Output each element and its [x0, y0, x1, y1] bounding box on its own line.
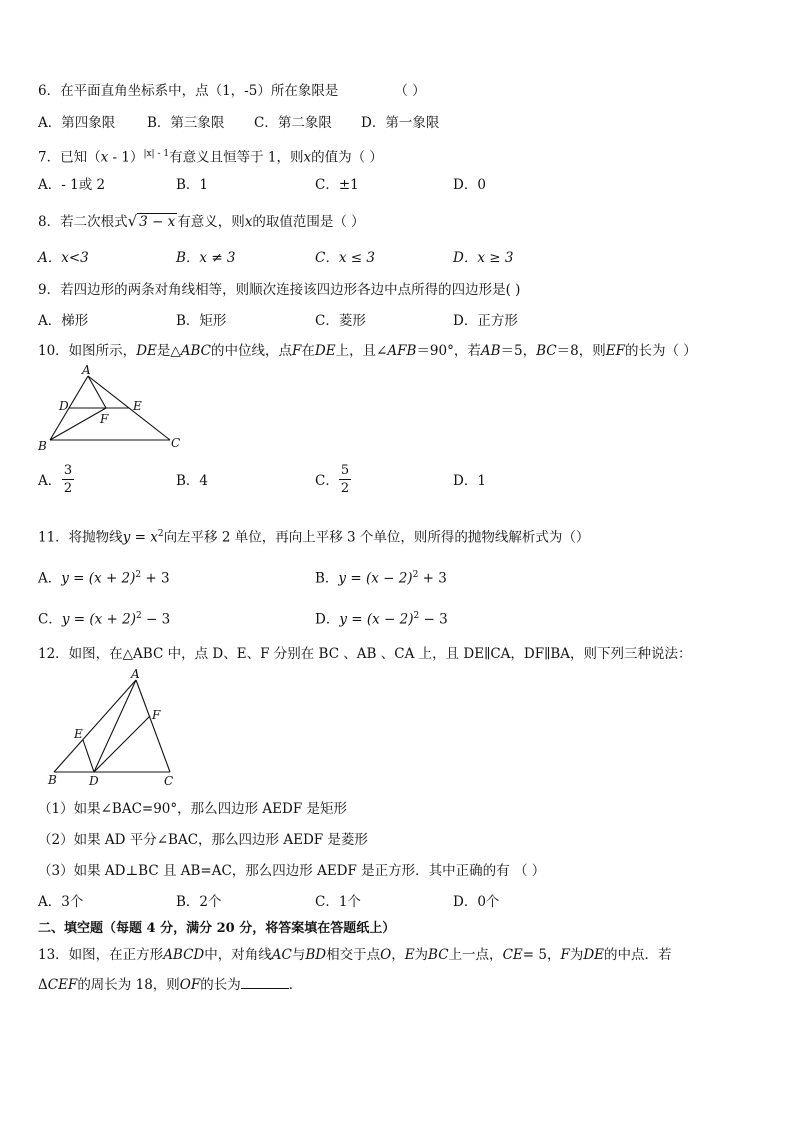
- q8-stem: 8．若二次根式√ 3 − x 有意义，则x的取值范围是（ ）: [38, 212, 365, 230]
- q10-option-a-label: A．: [38, 473, 62, 489]
- q13-line-2: ΔCEF的周长为 18，则OF的长为 ．: [38, 977, 303, 993]
- q10-label-e: E: [133, 399, 142, 413]
- q8-option-d: D．x ≥ 3: [453, 250, 514, 266]
- q7-option-d: D．0: [453, 177, 486, 193]
- q12-statement-1: （1）如果∠BAC=90°，那么四边形 AEDF 是矩形: [38, 801, 348, 817]
- q13-answer-blank[interactable]: [241, 976, 289, 989]
- q12-segment-ab: [54, 680, 136, 772]
- q9-stem: 9．若四边形的两条对角线相等，则顺次连接该四边形各边中点所得的四边形是( ): [38, 282, 521, 298]
- q6-option-b: B．第三象限: [147, 115, 225, 131]
- q9-option-c: C．菱形: [315, 313, 366, 329]
- q12-option-d: D．0个: [453, 894, 500, 910]
- q12-option-a: A．3个: [38, 894, 84, 910]
- q12-label-e: E: [74, 727, 83, 741]
- q10-option-b: B．4: [176, 473, 209, 489]
- q9-option-a: A．梯形: [38, 313, 89, 329]
- q11-stem: 11．将抛物线$y = x^2$向左平移 2 单位，再向上平移 3 个单位，则所得的抛物线解析式为（）: [38, 529, 590, 546]
- q8-option-b: B．x ≠ 3: [176, 250, 236, 266]
- q10-label-b: B: [38, 439, 47, 453]
- q12-segment-ad: [94, 680, 136, 772]
- q10-label-f: F: [100, 412, 109, 426]
- q8-option-a: A．x<3: [38, 250, 89, 266]
- q10-option-c-label: C．: [315, 473, 339, 489]
- q12-segment-df: [94, 716, 150, 772]
- q10-segment-af: [88, 376, 106, 408]
- q7-stem: 7．已知（x - 1）$^{|x| - 1}$有意义且恒等于 1，则x的值为（ ）: [38, 149, 383, 166]
- q12-figure: [40, 666, 190, 790]
- q12-stem: 12．如图，在△ABC 中，点 D、E、F 分别在 BC 、AB 、CA 上，且 DE∥CA，DF∥BA，则下列三种说法：: [38, 646, 692, 662]
- q12-label-a: A: [131, 667, 140, 681]
- q10-option-a-fraction: 3 2: [63, 463, 73, 496]
- q10-label-c: C: [171, 436, 181, 450]
- q10-label-d: D: [59, 399, 69, 413]
- section-2-heading: 二、填空题（每题 4 分，满分 20 分，将答案填在答题纸上）: [38, 921, 396, 936]
- q10-label-a: A: [82, 363, 91, 377]
- q10-option-d: D．1: [453, 473, 486, 489]
- q10-stem: 10．如图所示，DE是△ABC的中位线，点F在DE上，且∠AFB＝90°，若AB＝5，BC＝8，则EF的长为（ ）: [38, 343, 697, 359]
- q12-label-d: D: [89, 774, 99, 788]
- q9-option-d: D．正方形: [453, 313, 518, 329]
- q13-line-1: 13．如图，在正方形ABCD中，对角线AC与BD相交于点O，E为BC上一点，CE= 5，F为DE的中点．若: [38, 947, 672, 963]
- q12-segment-ac: [136, 680, 170, 772]
- q12-option-b: B．2个: [176, 894, 222, 910]
- q12-segment-de: [83, 740, 94, 772]
- q6-stem: 6．在平面直角坐标系中，点（1，-5）所在象限是 （ ）: [38, 83, 426, 99]
- q11-option-a: A．$y = (x + 2)^2 + 3$: [38, 570, 170, 587]
- q12-option-c: C．1个: [315, 894, 361, 910]
- q8-option-c: C．x ≤ 3: [315, 250, 375, 266]
- q7-option-a: A．- 1或 2: [38, 177, 106, 193]
- q12-label-b: B: [48, 773, 57, 787]
- q12-label-f: F: [152, 708, 161, 722]
- q7-option-c: C．±1: [315, 177, 359, 193]
- q12-statement-2: （2）如果 AD 平分∠BAC，那么四边形 AEDF 是菱形: [38, 832, 368, 848]
- q11-option-c: C．$y = (x + 2)^2 - 3$: [38, 611, 171, 628]
- q11-option-b: B．$y = (x - 2)^2 + 3$: [315, 570, 447, 587]
- q11-option-d: D．$y = (x - 2)^2 - 3$: [315, 611, 448, 628]
- q9-option-b: B．矩形: [176, 313, 227, 329]
- q10-option-c-fraction: 5 2: [340, 463, 350, 496]
- q6-option-d: D．第一象限: [361, 115, 440, 131]
- q10-figure: [32, 362, 192, 454]
- q6-option-c: C．第二象限: [254, 115, 332, 131]
- q12-label-c: C: [164, 774, 174, 788]
- q7-option-b: B．1: [176, 177, 209, 193]
- q12-statement-3: （3）如果 AD⊥BC 且 AB=AC，那么四边形 AEDF 是正方形．其中正确的有 （ ）: [38, 863, 546, 879]
- q6-option-a: A．第四象限: [38, 115, 116, 131]
